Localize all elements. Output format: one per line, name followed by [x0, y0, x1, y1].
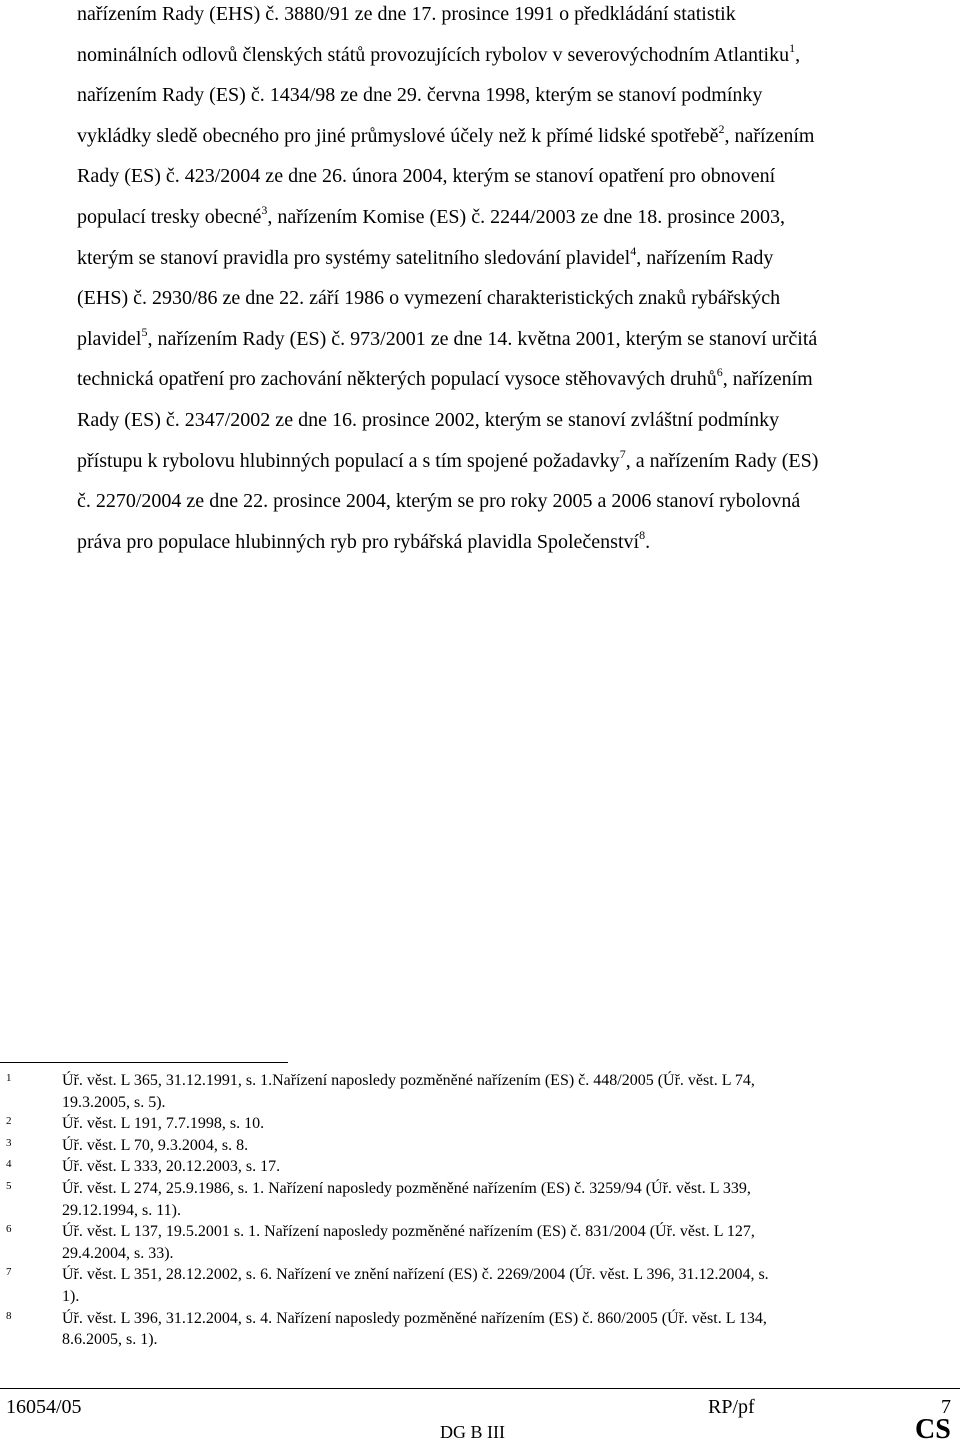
footnote-reference[interactable]: 4 [630, 243, 637, 258]
footnote [0, 1178, 960, 1221]
author-initials: RP/pf [708, 1396, 755, 1418]
text-line [77, 156, 957, 197]
footnote-number: 7 [6, 1266, 12, 1279]
text-line [77, 278, 957, 319]
footnote [0, 1308, 960, 1351]
text-segment: Rady (ES) č. 2347/2002 ze dne 16. prosince 2002, kterým se stanoví zvláštní podmínky [77, 408, 780, 431]
footnote-text: Úř. věst. L 333, 20.12.2003, s. 17. [62, 1158, 281, 1176]
text-segment: nominálních odlovů členských států provozujících rybolov v severovýchodním Atlantiku [77, 43, 790, 66]
text-line [77, 116, 957, 157]
footnote-reference[interactable]: 5 [141, 324, 148, 339]
footnote-number: 6 [6, 1223, 12, 1236]
text-line [77, 35, 957, 76]
language-code: CS [915, 1414, 951, 1445]
department-code: DG B III [440, 1422, 505, 1442]
text-segment: , a nařízením Rady (ES) [625, 449, 819, 472]
footnote-number: 2 [6, 1115, 12, 1128]
footnote [0, 1070, 960, 1113]
text-segment: , nařízením [722, 368, 813, 391]
footnote-reference[interactable]: 7 [619, 446, 626, 461]
footer-rule [0, 1388, 960, 1389]
footnote-text: Úř. věst. L 365, 31.12.1991, s. 1.Nařízení naposledy pozměněné nařízením (ES) č. 448/2005 (Úř. věst. L 74, [62, 1072, 755, 1089]
footnote-reference[interactable]: 3 [261, 202, 268, 217]
text-segment: práva pro populace hlubinných ryb pro rybářská plavidla Společenství [77, 530, 640, 553]
text-segment: přístupu k rybolovu hlubinných populací a s tím spojené požadavky [77, 449, 620, 472]
footnote-text: Úř. věst. L 70, 9.3.2004, s. 8. [62, 1136, 249, 1154]
footnote-text: 29.4.2004, s. 33). [62, 1244, 174, 1262]
text-segment: , nařízením Komise (ES) č. 2244/2003 ze dne 18. prosince 2003, [267, 205, 786, 228]
footnote-number: 1 [6, 1072, 12, 1084]
footnotes [0, 1070, 960, 1351]
footnote-text: Úř. věst. L 137, 19.5.2001 s. 1. Nařízení naposledy pozměněné nařízením (ES) č. 831/2004 (Úř. věst. L 127, [62, 1223, 755, 1241]
footnote-number: 5 [6, 1179, 12, 1192]
text-line [77, 400, 957, 441]
footnote-separator [0, 1062, 288, 1063]
footnote-reference[interactable]: 8 [639, 527, 646, 542]
footnote-reference[interactable]: 6 [716, 365, 723, 380]
footnote-text: Úř. věst. L 274, 25.9.1986, s. 1. Nařízení naposledy pozměněné nařízením (ES) č. 3259/94 (Úř. věst. L 339, [62, 1179, 751, 1197]
text-segment: kterým se stanoví pravidla pro systémy satelitního sledování plavidel [77, 246, 631, 269]
text-line [77, 0, 957, 35]
text-segment: , [795, 43, 801, 66]
footnote-text: 29.12.1994, s. 11). [62, 1201, 181, 1219]
page-footer [0, 1388, 960, 1452]
text-line [77, 238, 957, 279]
footnote-text: Úř. věst. L 191, 7.7.1998, s. 10. [62, 1115, 265, 1133]
text-line [77, 359, 957, 400]
footnote-text: Úř. věst. L 396, 31.12.2004, s. 4. Nařízení naposledy pozměněné nařízením (ES) č. 860/2005 (Úř. věst. L 134, [62, 1309, 767, 1327]
text-segment: . [645, 530, 651, 553]
footnote-number: 8 [6, 1309, 12, 1322]
footnote [0, 1135, 960, 1157]
footnote-number: 3 [6, 1136, 12, 1149]
footnote-reference[interactable]: 1 [789, 40, 796, 55]
text-segment: plavidel [77, 327, 142, 350]
text-line [77, 522, 957, 563]
footnote-text: Úř. věst. L 351, 28.12.2002, s. 6. Nařízení ve znění nařízení (ES) č. 2269/2004 (Úř. věst. L 396, 31.12.2004, s. [62, 1266, 769, 1284]
footnote [0, 1221, 960, 1264]
footnote [0, 1264, 960, 1307]
text-segment: Rady (ES) č. 423/2004 ze dne 26. února 2004, kterým se stanoví opatření pro obnovení [77, 165, 776, 188]
text-line [77, 319, 957, 360]
text-segment: technická opatření pro zachování některých populací vysoce stěhovavých druhů [77, 368, 717, 391]
footnote [0, 1113, 960, 1135]
text-line [77, 441, 957, 482]
text-segment: , nařízením Rady [636, 246, 774, 269]
text-line [77, 75, 957, 116]
footnote-reference[interactable]: 2 [718, 121, 725, 136]
body-text [77, 0, 957, 562]
text-segment: , nařízením Rady (ES) č. 973/2001 ze dne 14. května 2001, kterým se stanoví určitá [147, 327, 818, 350]
text-segment: vykládky sledě obecného pro jiné průmyslové účely než k přímé lidské spotřebě [77, 124, 719, 147]
footnote-text: 1). [62, 1287, 80, 1305]
text-segment: (EHS) č. 2930/86 ze dne 22. září 1986 o vymezení charakteristických znaků rybářských [77, 287, 781, 310]
text-line [77, 481, 957, 522]
text-segment: nařízením Rady (ES) č. 1434/98 ze dne 29. června 1998, kterým se stanoví podmínky [77, 84, 763, 107]
text-segment: populací tresky obecné [77, 205, 262, 228]
text-line [77, 197, 957, 238]
footnote-text: 8.6.2005, s. 1). [62, 1331, 158, 1349]
text-segment: nařízením Rady (EHS) č. 3880/91 ze dne 17. prosince 1991 o předkládání statistik [77, 3, 736, 25]
footnote [0, 1156, 960, 1178]
text-segment: , nařízením [724, 124, 815, 147]
text-segment: č. 2270/2004 ze dne 22. prosince 2004, kterým se pro roky 2005 a 2006 stanoví rybolovná [77, 490, 801, 513]
footnote-number: 4 [6, 1158, 12, 1171]
page-number: 7 [941, 1396, 951, 1418]
footnote-text: 19.3.2005, s. 5). [62, 1093, 166, 1111]
document-number: 16054/05 [6, 1396, 82, 1418]
